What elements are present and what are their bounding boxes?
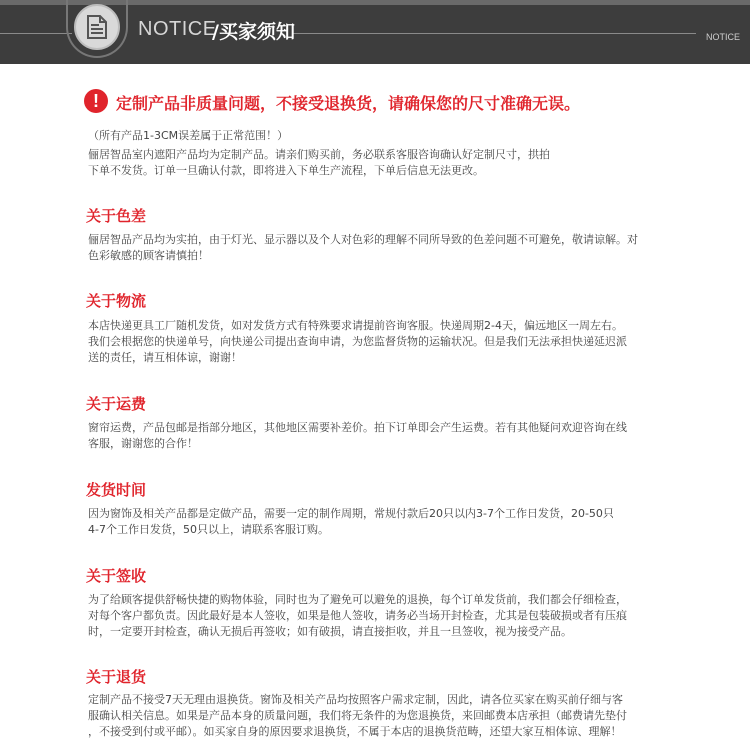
section-title-receipt: 关于签收: [86, 567, 147, 585]
section-logistics-line-3: 送的责任，请互相体谅，谢谢！: [88, 351, 242, 364]
section-color-line-1: 俪居智品产品均为实拍，由于灯光、显示器以及个人对色彩的理解不同所导致的色差问题不可避免，敬请谅解。对: [88, 233, 638, 246]
section-logistics-line-1: 本店快递更具工厂随机发货，如对发货方式有特殊要求请提前咨询客服。快递周期2-4天，偏远地区一周左右。: [88, 319, 623, 332]
warning-line-1: 俪居智品室内遮阳产品均为定制产品。请亲们购买前，务必联系客服咨询确认好定制尺寸，拱拍: [88, 148, 550, 161]
section-delivery-line-2: 4-7个工作日发货，50只以上，请联系客服订购。: [88, 523, 329, 536]
section-fee-line-1: 窗帘运费，产品包邮是指部分地区，其他地区需要补差价。拍下订单即会产生运费。若有其他疑问欢迎咨询在线: [88, 421, 627, 434]
header-title-cn: /买家须知: [212, 21, 295, 43]
section-receipt-line-1: 为了给顾客提供舒畅快捷的购物体验，同时也为了避免可以避免的退换，每个订单发货前，我们都会仔细检查，: [88, 593, 627, 606]
exclamation-icon: !: [84, 89, 108, 113]
header-title-en: NOTICE: [138, 18, 217, 40]
warning-line-2: 下单不发货。订单一旦确认付款，即将进入下单生产流程，下单后信息无法更改。: [88, 164, 484, 177]
section-title-logistics: 关于物流: [86, 292, 147, 310]
document-icon: [74, 4, 120, 50]
section-color-line-2: 色彩敏感的顾客请慎拍！: [88, 249, 209, 262]
section-returns-line-3: ，不接受到付或平邮）。如买家自身的原因要求退换货，不属于本店的退换货范畴，还望大家互相体谅、理解！: [88, 725, 622, 738]
section-title-delivery-time: 发货时间: [86, 481, 147, 499]
header-divider-left: [0, 33, 72, 34]
notice-header: [0, 0, 750, 64]
section-fee-line-2: 客服，谢谢您的合作！: [88, 437, 198, 450]
section-returns-line-2: 服确认相关信息。如果是产品本身的质量问题，我们将无条件的为您退换货，来回邮费本店承担（邮费请先垫付: [88, 709, 627, 722]
section-title-returns: 关于退货: [86, 668, 147, 686]
section-title-shipping-fee: 关于运费: [86, 395, 147, 413]
section-delivery-line-1: 因为窗饰及相关产品都是定做产品，需要一定的制作周期，常规付款后20只以内3-7个工作日发货，20-50只: [88, 507, 614, 520]
section-title-color: 关于色差: [86, 207, 147, 225]
header-corner-label: NOTICE: [706, 32, 741, 42]
section-returns-line-1: 定制产品不接受7天无理由退换货。窗饰及相关产品均按照客户需求定制，因此，请各位买家在购买前仔细与客: [88, 693, 623, 706]
warning-note: （所有产品1-3CM误差属于正常范围！）: [88, 129, 289, 142]
header-divider-right: [292, 33, 696, 34]
warning-title: 定制产品非质量问题，不接受退换货，请确保您的尺寸准确无误。: [116, 94, 581, 113]
section-logistics-line-2: 我们会根据您的快递单号，向快递公司提出查询申请，为您监督货物的运输状况。但是我们无法承担快递延迟派: [88, 335, 627, 348]
section-receipt-line-3: 时，一定要开封检查，确认无损后再签收；如有破损，请直接拒收，并且一旦签收，视为接受产品。: [88, 625, 572, 638]
section-receipt-line-2: 对每个客户都负责。因此最好是本人签收，如果是他人签收，请务必当场开封检查，尤其是包装破损或者有压痕: [88, 609, 627, 622]
